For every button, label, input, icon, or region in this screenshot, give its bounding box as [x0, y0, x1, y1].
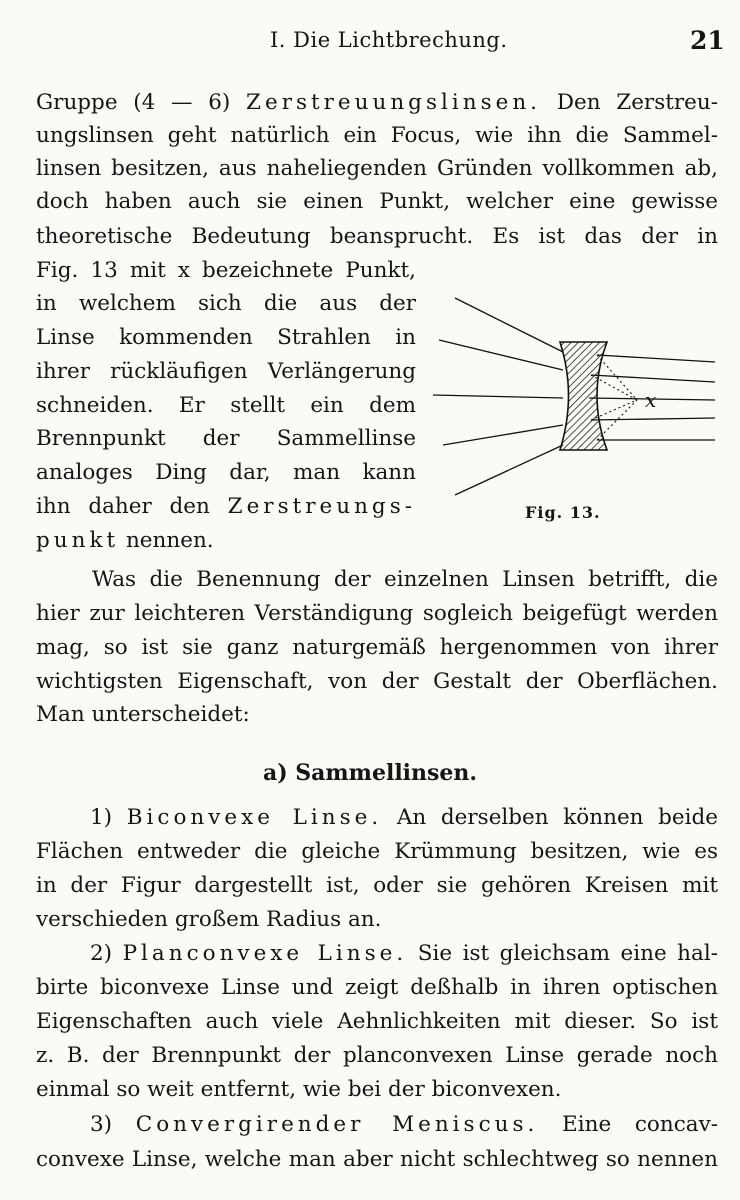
- paragraph2-line: hier zur leichteren Verständigung sogleich beigefügt werden: [36, 601, 718, 626]
- refracted-ray: [591, 375, 715, 382]
- concave-lens: [560, 342, 607, 450]
- paragraph1-line: [36, 526, 416, 556]
- emphasized-term: Biconvexe Linse.: [126, 805, 383, 830]
- diverging-lens-diagram: [425, 290, 725, 525]
- paragraph1-line: in welchem sich die aus der: [36, 291, 416, 316]
- virtual-focus-label: x: [645, 388, 657, 412]
- item1-line: [90, 803, 718, 833]
- paragraph1-line: analoges Ding dar, man kann: [36, 460, 416, 485]
- text-span: 1): [90, 805, 127, 830]
- item2-line: birte biconvexe Linse und zeigt deßhalb in ihren optischen: [36, 975, 718, 1000]
- item1-line: in der Figur dargestellt ist, oder sie gehören Kreisen mit: [36, 873, 718, 898]
- paragraph1-line: doch haben auch sie einen Punkt, welcher eine gewisse: [36, 189, 718, 214]
- paragraph1-line: ihrer rückläufigen Verlängerung: [36, 359, 416, 384]
- paragraph1-line: schneiden. Er stellt ein dem: [36, 393, 416, 418]
- text-span: ihn daher den: [36, 494, 228, 519]
- paragraph1-line: ungslinsen geht natürlich ein Focus, wie ihn die Sammel-: [36, 123, 718, 148]
- text-span: Gruppe (4 — 6): [36, 90, 247, 115]
- running-head: [0, 26, 740, 58]
- paragraph1-line: [36, 88, 718, 118]
- item1-line: verschieden großem Radius an.: [36, 907, 382, 932]
- emphasized-term: Convergirender Meniscus.: [135, 1112, 539, 1137]
- item3-line: convexe Linse, welche man aber nicht schlechtweg so nennen: [36, 1147, 718, 1172]
- item2-line: [90, 939, 718, 969]
- item2-line: einmal so weit entfernt, wie bei der biconvexen.: [36, 1077, 562, 1102]
- paragraph1-line: Brennpunkt der Sammellinse: [36, 426, 416, 451]
- emphasized-term: Planconvexe Linse.: [122, 941, 408, 966]
- item2-line: z. B. der Brennpunkt der planconvexen Linse gerade noch: [36, 1043, 718, 1068]
- text-span: Den Zerstreu-: [541, 90, 718, 115]
- emphasized-term: punkt: [36, 528, 120, 553]
- paragraph1-line: Linse kommenden Strahlen in: [36, 325, 416, 350]
- incident-ray: [455, 445, 563, 495]
- figure-caption: Fig. 13.: [525, 503, 601, 522]
- text-span: 3): [90, 1112, 136, 1137]
- paragraph1-line: [36, 492, 416, 522]
- item3-line: [90, 1110, 718, 1140]
- text-span: Sie ist gleichsam eine hal-: [407, 941, 718, 966]
- paragraph1-line: theoretische Bedeutung beansprucht. Es ist das der in: [36, 224, 718, 249]
- refracted-ray: [591, 418, 715, 420]
- figure-13: [425, 290, 725, 525]
- emphasized-term: Zerstreuungslinsen.: [246, 90, 542, 115]
- paragraph2-line: Was die Benennung der einzelnen Linsen betrifft, die: [92, 567, 718, 592]
- incident-ray: [433, 395, 563, 398]
- text-span: 2): [90, 941, 123, 966]
- paragraph2-line: wichtigsten Eigenschaft, von der Gestalt der Oberflächen.: [36, 669, 718, 694]
- refracted-ray: [597, 355, 715, 362]
- incident-ray: [439, 340, 563, 370]
- paragraph2-line: Man unterscheidet:: [36, 702, 250, 727]
- section-heading: a) Sammellinsen.: [262, 760, 478, 786]
- paragraph1-line: linsen besitzen, aus naheliegenden Gründen vollkommen ab,: [36, 156, 718, 181]
- chapter-title: I. Die Lichtbrechung.: [270, 28, 508, 52]
- text-span: Eine concav-: [538, 1112, 718, 1137]
- item2-line: Eigenschaften auch viele Aehnlichkeiten mit dieser. So ist: [36, 1009, 718, 1034]
- paragraph2-line: mag, so ist sie ganz naturgemäß hergenommen von ihrer: [36, 635, 718, 660]
- text-span: An derselben können beide: [382, 805, 719, 830]
- paragraph1-line: Fig. 13 mit x bezeichnete Punkt,: [36, 258, 416, 283]
- incident-ray: [443, 425, 563, 445]
- text-span: nennen.: [119, 528, 214, 553]
- item1-line: Flächen entweder die gleiche Krümmung besitzen, wie es: [36, 839, 718, 864]
- page-number: 21: [690, 26, 725, 55]
- emphasized-term: Zerstreungs-: [227, 494, 416, 519]
- incident-ray: [455, 298, 563, 352]
